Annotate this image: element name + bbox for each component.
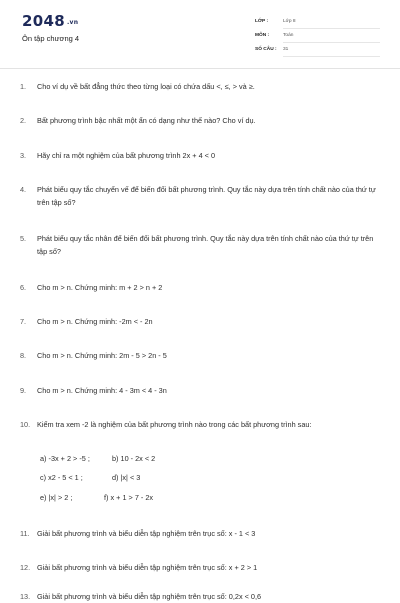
worksheet-title: Ôn tập chương 4 [22, 34, 80, 43]
meta-grade-value: Lớp 8 [283, 19, 296, 24]
question-item: 2. Bất phương trình bậc nhất một ẩn có dạng như thế nào? Cho ví dụ. [20, 116, 256, 125]
meta-subject-value: Toán [283, 33, 294, 38]
option-c: c) x2 - 5 < 1 ; [40, 473, 83, 482]
option-d: d) |x| < 3 [112, 473, 141, 482]
question-item: 8. Cho m > n. Chứng minh: 2m - 5 > 2n - 5 [20, 351, 167, 360]
meta-grade [255, 15, 380, 29]
meta-count-value: 31 [283, 47, 289, 52]
site-logo[interactable]: 2048 .vn [22, 12, 79, 30]
meta-grade-label: LỚP : [255, 19, 269, 24]
meta-subject [255, 29, 380, 43]
question-item: 4. Phát biểu quy tắc chuyển vế để biến đổi bất phương trình. Quy tắc này dựa trên tính chất nào của thứ tự trên tập số? [20, 185, 376, 207]
question-item: 12. Giải bất phương trình và biểu diễn tập nghiệm trên trục số: x + 2 > 1 [20, 563, 258, 572]
question-item: 1. Cho ví dụ về bất đẳng thức theo từng loại có chứa dấu <, ≤, > và ≥. [20, 82, 255, 91]
option-a: a) -3x + 2 > -5 ; [40, 454, 90, 463]
meta-count-label: SỐ CÂU : [255, 47, 277, 52]
question-item: 6. Cho m > n. Chứng minh: m + 2 > n + 2 [20, 283, 163, 292]
question-item: 9. Cho m > n. Chứng minh: 4 - 3m < 4 - 3n [20, 386, 167, 395]
header-divider [0, 68, 400, 69]
worksheet-header [0, 0, 400, 64]
meta-subject-label: MÔN : [255, 33, 270, 38]
option-e: e) |x| > 2 ; [40, 493, 73, 502]
question-item: 11. Giải bất phương trình và biểu diễn tập nghiệm trên trục số: x - 1 < 3 [20, 529, 256, 538]
question-item: 5. Phát biểu quy tắc nhân để biến đổi bất phương trình. Quy tắc này dựa trên tính chất nào của thứ tự trên tập số? [20, 234, 374, 256]
question-item: 10. Kiểm tra xem -2 là nghiệm của bất phương trình nào trong các bất phương trình sau: [20, 420, 312, 429]
question-item: 13. Giải bất phương trình và biểu diễn tập nghiệm trên trục số: 0,2x < 0,6 [20, 592, 262, 601]
question-item: 3. Hãy chỉ ra một nghiệm của bất phương trình 2x + 4 < 0 [20, 151, 216, 160]
meta-question-count [255, 43, 380, 57]
option-f: f) x + 1 > 7 - 2x [104, 493, 154, 502]
option-b: b) 10 - 2x < 2 [112, 454, 156, 463]
question-item: 7. Cho m > n. Chứng minh: -2m < - 2n [20, 317, 153, 326]
